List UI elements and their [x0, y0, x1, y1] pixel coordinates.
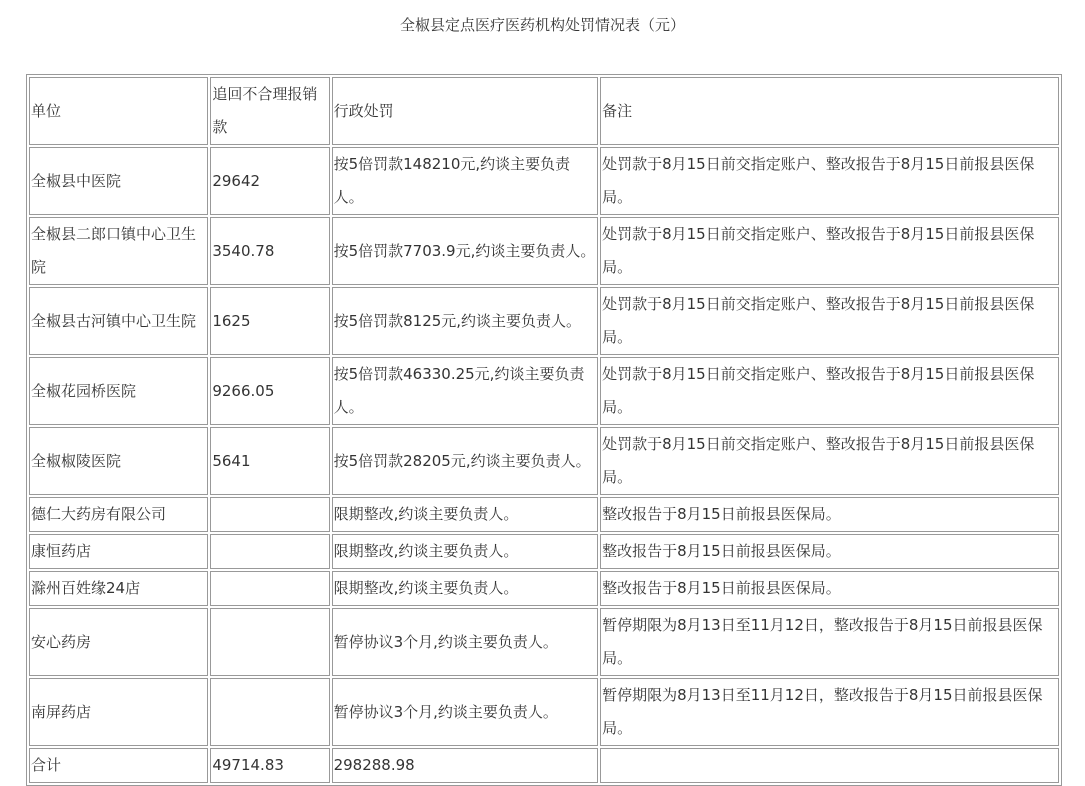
cell-penalty: 按5倍罚款28205元,约谈主要负责人。 — [332, 427, 599, 495]
cell-remarks: 暂停期限为8月13日至11月12日，整改报告于8月15日前报县医保局。 — [600, 608, 1059, 676]
cell-recovered-amount — [210, 608, 329, 676]
table-row — [29, 571, 1059, 606]
header-unit: 单位 — [29, 77, 208, 145]
cell-penalty: 限期整改,约谈主要负责人。 — [332, 534, 599, 569]
cell-unit: 南屏药店 — [29, 678, 208, 746]
cell-remarks: 处罚款于8月15日前交指定账户、整改报告于8月15日前报县医保局。 — [600, 147, 1059, 215]
cell-unit: 德仁大药房有限公司 — [29, 497, 208, 532]
table-row — [29, 217, 1059, 285]
cell-penalty: 限期整改,约谈主要负责人。 — [332, 571, 599, 606]
table-header-row — [29, 77, 1059, 145]
table-row — [29, 678, 1059, 746]
cell-unit: 全椒县二郎口镇中心卫生院 — [29, 217, 208, 285]
cell-penalty: 暂停协议3个月,约谈主要负责人。 — [332, 608, 599, 676]
table-row — [29, 534, 1059, 569]
cell-unit: 全椒县古河镇中心卫生院 — [29, 287, 208, 355]
table-row — [29, 357, 1059, 425]
cell-total-penalty: 298288.98 — [332, 748, 599, 783]
header-remarks: 备注 — [600, 77, 1059, 145]
cell-remarks: 整改报告于8月15日前报县医保局。 — [600, 497, 1059, 532]
cell-recovered-amount — [210, 678, 329, 746]
cell-remarks: 处罚款于8月15日前交指定账户、整改报告于8月15日前报县医保局。 — [600, 287, 1059, 355]
cell-recovered-amount: 5641 — [210, 427, 329, 495]
header-administrative-penalty: 行政处罚 — [332, 77, 599, 145]
cell-recovered-amount — [210, 497, 329, 532]
cell-unit: 安心药房 — [29, 608, 208, 676]
cell-remarks: 整改报告于8月15日前报县医保局。 — [600, 534, 1059, 569]
table-row — [29, 608, 1059, 676]
cell-total-label: 合计 — [29, 748, 208, 783]
cell-recovered-amount: 1625 — [210, 287, 329, 355]
cell-unit: 全椒花园桥医院 — [29, 357, 208, 425]
cell-remarks: 处罚款于8月15日前交指定账户、整改报告于8月15日前报县医保局。 — [600, 427, 1059, 495]
cell-penalty: 暂停协议3个月,约谈主要负责人。 — [332, 678, 599, 746]
penalty-table — [26, 74, 1062, 786]
cell-penalty: 按5倍罚款7703.9元,约谈主要负责人。 — [332, 217, 599, 285]
table-row — [29, 147, 1059, 215]
cell-recovered-amount: 29642 — [210, 147, 329, 215]
cell-recovered-amount — [210, 534, 329, 569]
cell-total-recovered: 49714.83 — [210, 748, 329, 783]
cell-unit: 康恒药店 — [29, 534, 208, 569]
cell-recovered-amount: 9266.05 — [210, 357, 329, 425]
cell-recovered-amount: 3540.78 — [210, 217, 329, 285]
cell-penalty: 按5倍罚款8125元,约谈主要负责人。 — [332, 287, 599, 355]
table-total-row — [29, 748, 1059, 783]
cell-penalty: 按5倍罚款46330.25元,约谈主要负责人。 — [332, 357, 599, 425]
table-row — [29, 427, 1059, 495]
cell-unit: 全椒椒陵医院 — [29, 427, 208, 495]
cell-remarks: 整改报告于8月15日前报县医保局。 — [600, 571, 1059, 606]
page-title: 全椒县定点医疗医药机构处罚情况表（元） — [399, 16, 685, 34]
table-row — [29, 287, 1059, 355]
cell-unit: 全椒县中医院 — [29, 147, 208, 215]
cell-total-remarks — [600, 748, 1059, 783]
cell-unit: 滁州百姓缘24店 — [29, 571, 208, 606]
cell-penalty: 限期整改,约谈主要负责人。 — [332, 497, 599, 532]
header-recovered-amount: 追回不合理报销款 — [210, 77, 329, 145]
cell-remarks: 暂停期限为8月13日至11月12日，整改报告于8月15日前报县医保局。 — [600, 678, 1059, 746]
cell-penalty: 按5倍罚款148210元,约谈主要负责人。 — [332, 147, 599, 215]
cell-recovered-amount — [210, 571, 329, 606]
table-row — [29, 497, 1059, 532]
cell-remarks: 处罚款于8月15日前交指定账户、整改报告于8月15日前报县医保局。 — [600, 217, 1059, 285]
cell-remarks: 处罚款于8月15日前交指定账户、整改报告于8月15日前报县医保局。 — [600, 357, 1059, 425]
